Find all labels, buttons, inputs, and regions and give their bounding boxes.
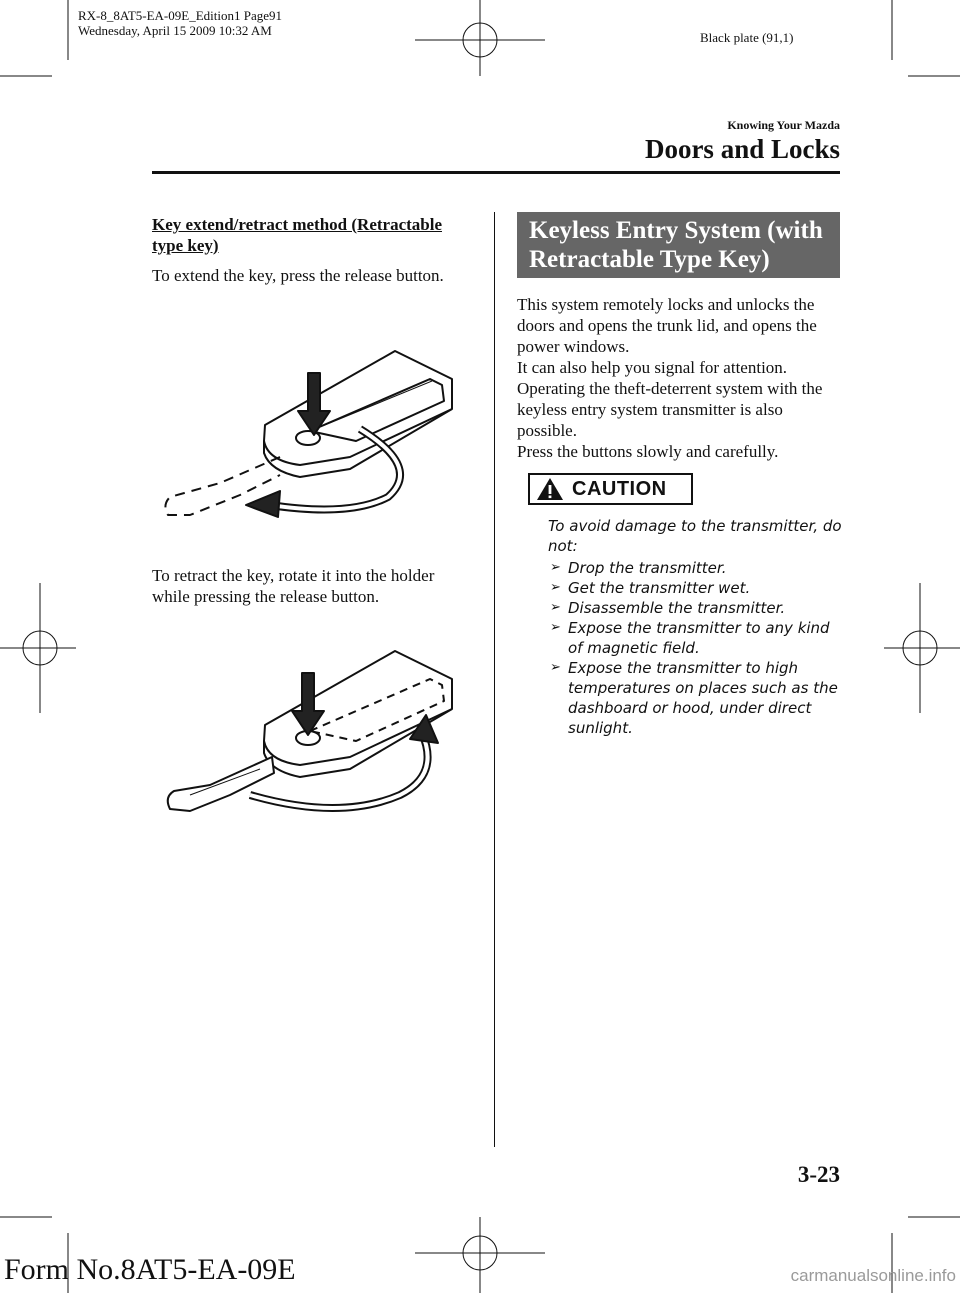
- warning-triangle-icon: [536, 477, 564, 501]
- section-breadcrumb: Knowing Your Mazda: [727, 118, 840, 132]
- caution-list-item: [548, 618, 843, 658]
- retract-instructions: To retract the key, rotate it into the holder while pressing the release button.: [152, 566, 435, 606]
- key-extend-illustration: [160, 345, 460, 525]
- bullet-arrow-icon: ➢: [550, 600, 561, 615]
- keyless-entry-description: [517, 294, 840, 462]
- slug-timestamp: Wednesday, April 15 2009 10:32 AM: [78, 23, 272, 38]
- extend-instructions: To extend the key, press the release button.: [152, 266, 444, 285]
- caution-lead: To avoid damage to the transmitter, do not:: [548, 517, 842, 555]
- intro-paragraph: This system remotely locks and unlocks the doors and opens the trunk lid, and opens the power windows.: [517, 295, 817, 356]
- theft-deterrent-paragraph: Operating the theft-deterrent system with the keyless entry system transmitter is also possible.: [517, 379, 823, 440]
- caution-item-text: Get the transmitter wet.: [568, 579, 751, 597]
- caution-list-item: [548, 578, 843, 598]
- subheading-key-extend-retract: Key extend/retract method (Retractable type key): [152, 215, 442, 255]
- bullet-arrow-icon: ➢: [550, 620, 561, 635]
- caution-item-text: Drop the transmitter.: [568, 559, 727, 577]
- caution-list: [548, 558, 843, 738]
- caution-label: CAUTION: [572, 477, 667, 500]
- caution-list-item: [548, 558, 843, 578]
- page-number: 3-23: [797, 1162, 840, 1187]
- caution-item-text: Disassemble the transmitter.: [568, 599, 786, 617]
- site-watermark: carmanualsonline.info: [790, 1266, 956, 1285]
- buttons-paragraph: Press the buttons slowly and carefully.: [517, 442, 779, 461]
- bullet-arrow-icon: ➢: [550, 560, 561, 575]
- caution-item-text: Expose the transmitter to any kind of magnetic field.: [568, 619, 830, 657]
- attention-paragraph: It can also help you signal for attention.: [517, 358, 788, 377]
- key-retract-illustration: [160, 645, 460, 825]
- page-title: Doors and Locks: [644, 134, 840, 164]
- caution-item-text: Expose the transmitter to high temperatures on places such as the dashboard or hood, under direct sunlight.: [568, 659, 838, 737]
- header-rule: [152, 171, 840, 174]
- section-banner-keyless-entry: Keyless Entry System (with Retractable Type Key): [517, 212, 840, 278]
- caution-label-box: [528, 473, 693, 505]
- print-slug: [78, 8, 282, 38]
- form-number: Form No.8AT5-EA-09E: [4, 1253, 296, 1286]
- caution-list-item: [548, 658, 843, 738]
- column-divider: [494, 212, 495, 1147]
- bullet-arrow-icon: ➢: [550, 580, 561, 595]
- black-plate-label: Black plate (91,1): [700, 30, 794, 45]
- caution-content: [548, 516, 843, 738]
- bullet-arrow-icon: ➢: [550, 660, 561, 675]
- slug-filename: RX-8_8AT5-EA-09E_Edition1 Page91: [78, 8, 283, 23]
- caution-list-item: [548, 598, 843, 618]
